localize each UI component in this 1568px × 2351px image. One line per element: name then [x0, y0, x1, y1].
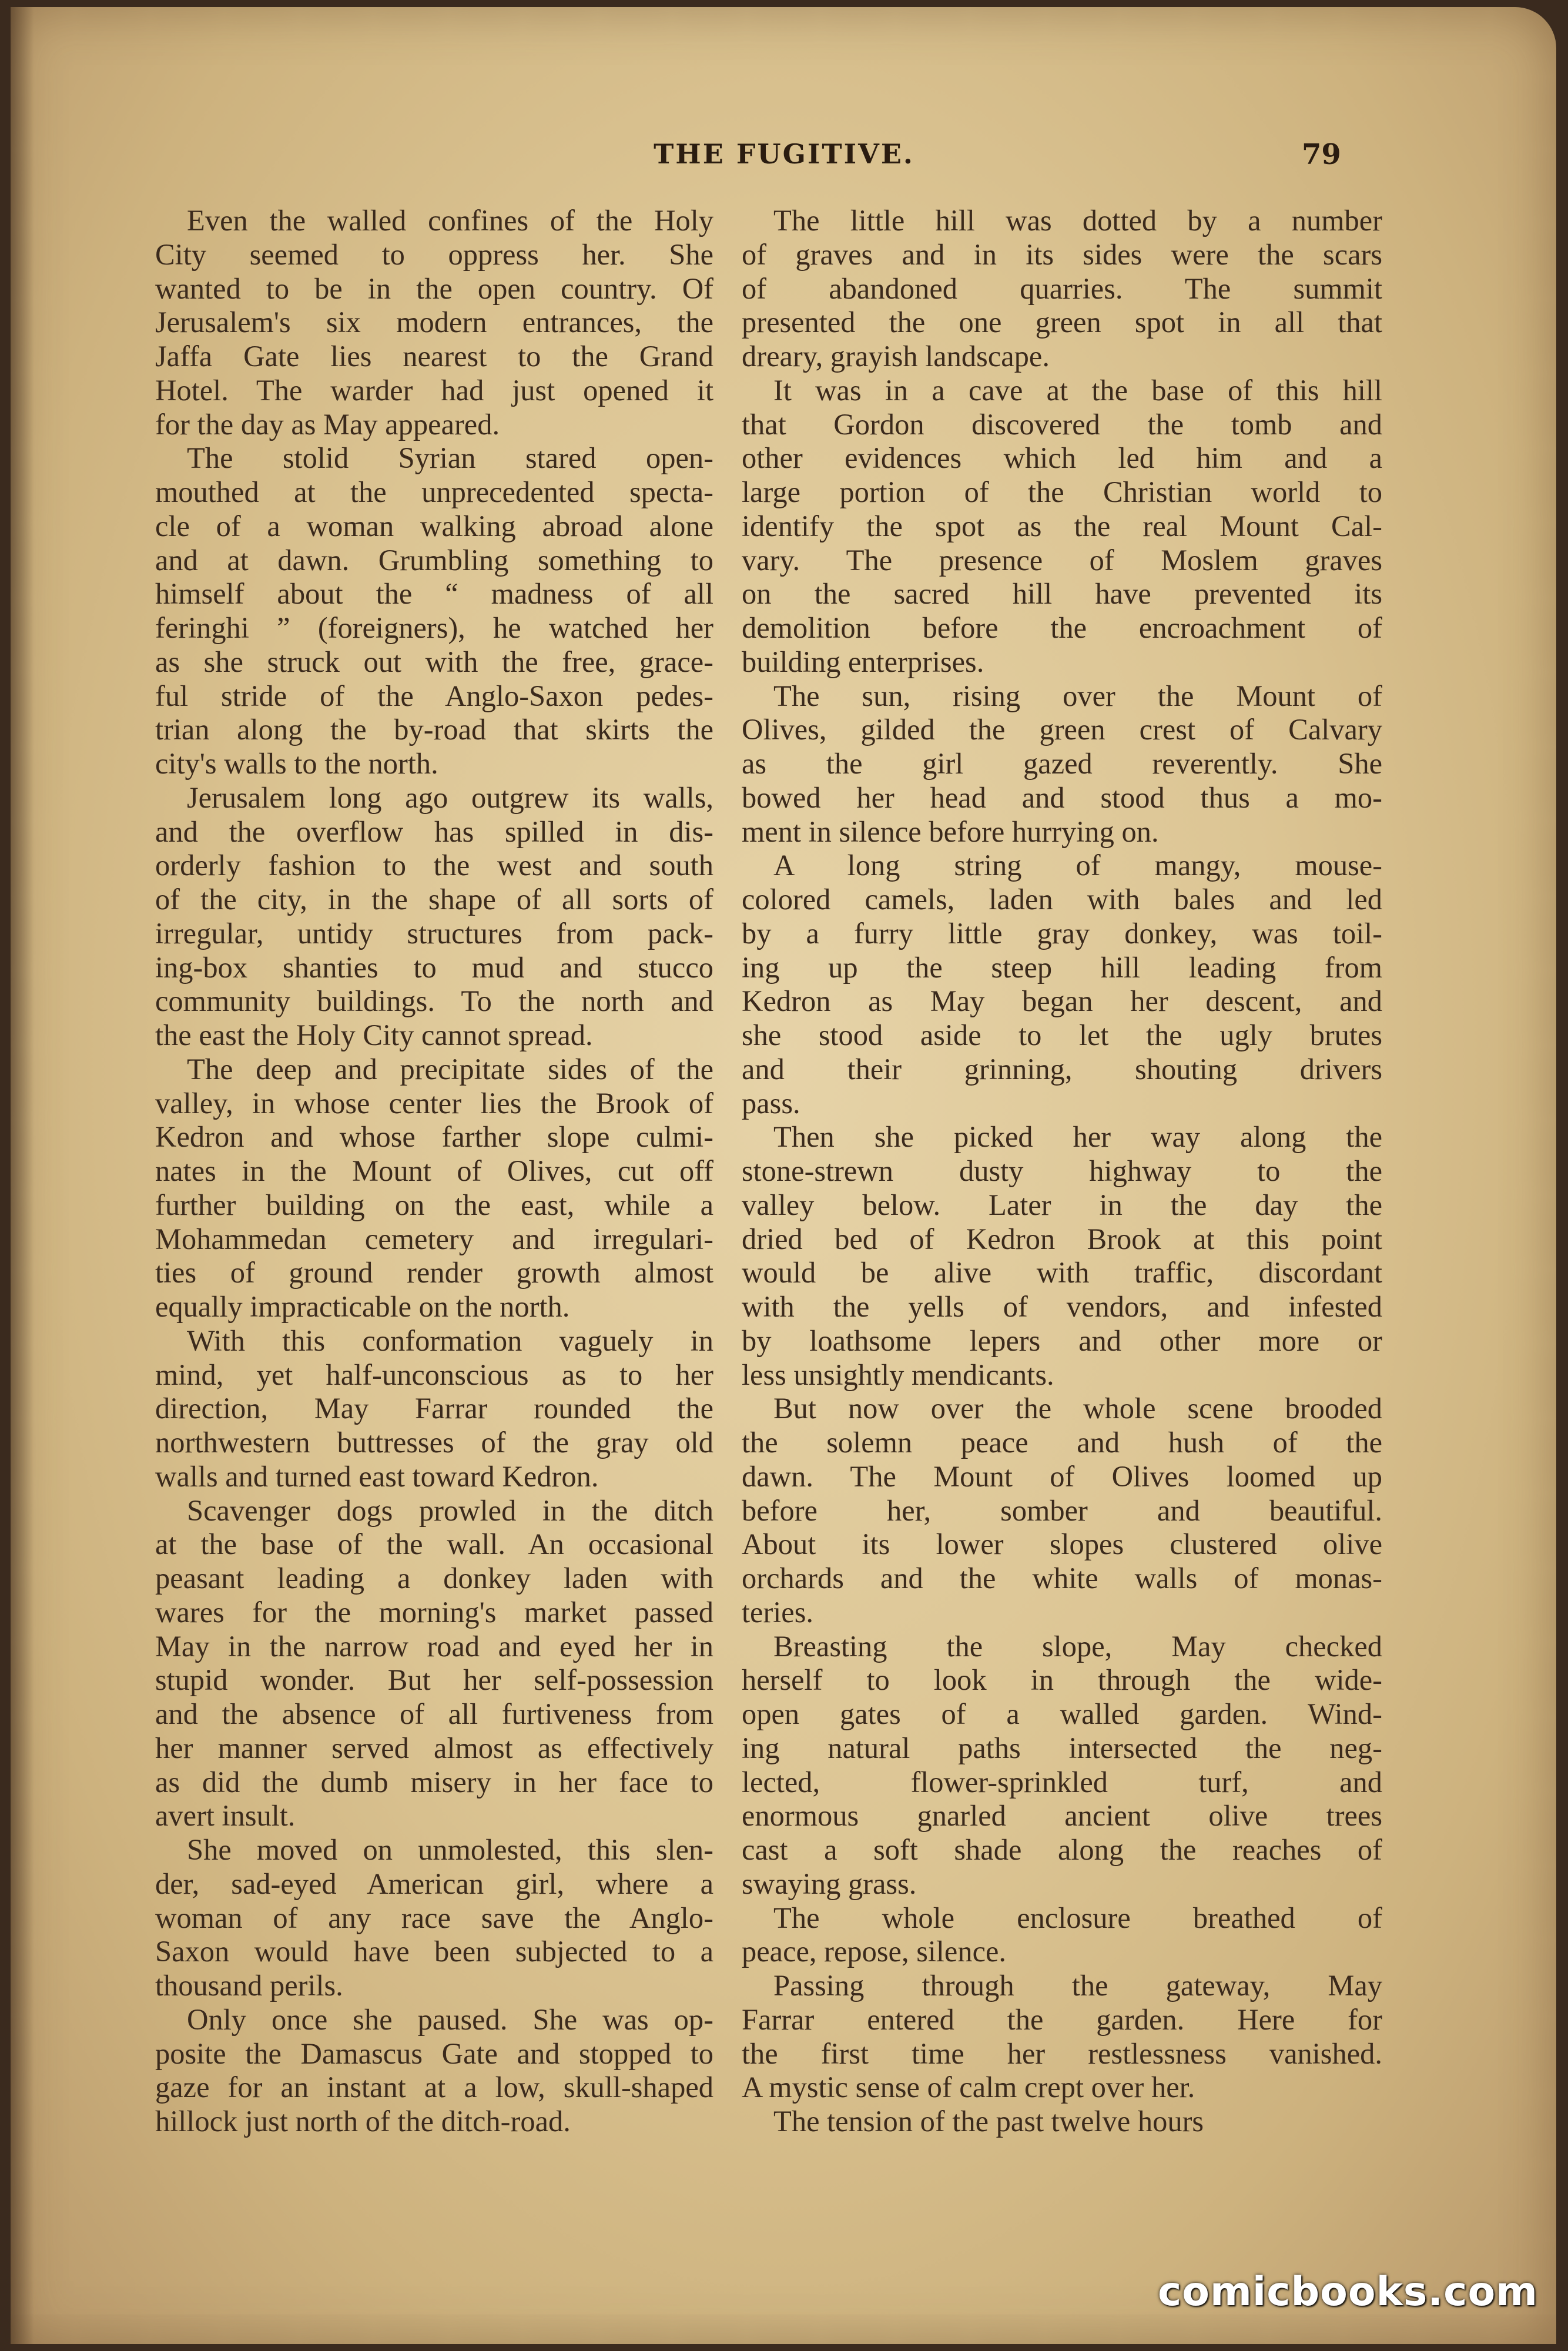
text-line: that Gordon discovered the tomb and — [742, 407, 1382, 441]
text-line: Kedron as May began her descent, and — [742, 984, 1382, 1018]
text-line: Kedron and whose farther slope culmi- — [155, 1120, 713, 1154]
paragraph — [155, 1494, 713, 1834]
text-line: less unsightly mendicants. — [742, 1358, 1054, 1391]
text-line: himself about the “ madness of all — [155, 577, 713, 611]
text-line: as she struck out with the free, grace- — [155, 645, 713, 678]
text-line: orchards and the white walls of monas- — [742, 1562, 1382, 1595]
text-line: cast a soft shade along the reaches of — [742, 1833, 1382, 1866]
text-line: peace, repose, silence. — [742, 1935, 1007, 1968]
text-line: ment in silence before hurrying on. — [742, 815, 1159, 848]
text-line: valley, in whose center lies the Brook of — [155, 1086, 713, 1120]
text-line: enormous gnarled ancient olive trees — [742, 1799, 1382, 1833]
text-line: Jaffa Gate lies nearest to the Grand — [155, 340, 713, 373]
text-line: ties of ground render growth almost — [155, 1256, 713, 1290]
text-line: City seemed to oppress her. She — [155, 237, 713, 271]
text-line: bowed her head and stood thus a mo- — [742, 781, 1382, 814]
page-spine-shadow — [11, 7, 34, 2344]
text-line: irregular, untidy structures from pack- — [155, 916, 713, 950]
paragraph — [742, 1630, 1382, 1901]
text-line: identify the spot as the real Mount Cal- — [742, 509, 1382, 542]
text-line: large portion of the Christian world to — [742, 475, 1382, 508]
text-line: of abandoned quarries. The summit — [742, 272, 1382, 305]
text-line: posite the Damascus Gate and stopped to — [155, 2037, 713, 2070]
text-line: demolition before the encroachment of — [742, 611, 1382, 644]
text-line: The stolid Syrian stared open- — [187, 441, 713, 475]
paragraph — [155, 1324, 713, 1494]
text-line: city's walls to the north. — [155, 747, 438, 780]
text-line: ing-box shanties to mud and stucco — [155, 950, 713, 984]
paragraph — [742, 679, 1382, 849]
text-line: herself to look in through the wide- — [742, 1663, 1382, 1697]
text-line: presented the one green spot in all that — [742, 306, 1382, 339]
text-line: It was in a cave at the base of this hill — [773, 373, 1382, 407]
text-line: The deep and precipitate sides of the — [187, 1052, 713, 1086]
text-line: and their grinning, shouting drivers — [742, 1052, 1382, 1086]
text-line: Olives, gilded the green crest of Calvary — [742, 713, 1382, 746]
text-line: But now over the whole scene brooded — [773, 1392, 1382, 1425]
text-line: for the day as May appeared. — [155, 407, 500, 441]
text-line: and at dawn. Grumbling something to — [155, 543, 713, 577]
paragraph — [155, 204, 713, 441]
text-line: she stood aside to let the ugly brutes — [742, 1019, 1382, 1051]
text-line: at the base of the wall. An occasional — [155, 1528, 713, 1561]
page-number: 79 — [1302, 138, 1341, 171]
text-line: colored camels, laden with bales and led — [742, 883, 1382, 916]
text-line: and the absence of all furtiveness from — [155, 1697, 713, 1730]
text-line: dawn. The Mount of Olives loomed up — [742, 1459, 1382, 1493]
paragraph — [742, 2105, 1382, 2139]
text-line: wares for the morning's market passed — [155, 1595, 713, 1629]
text-line: Even the walled confines of the Holy — [187, 204, 713, 237]
text-line: the east the Holy City cannot spread. — [155, 1019, 593, 1051]
text-line: Scavenger dogs prowled in the ditch — [187, 1493, 713, 1527]
text-line: Mohammedan cemetery and irregulari- — [155, 1222, 713, 1255]
text-line: her manner served almost as effectively — [155, 1731, 713, 1764]
text-column-right — [742, 204, 1382, 2139]
text-line: Jerusalem's six modern entrances, the — [155, 306, 713, 339]
text-line: With this conformation vaguely in — [187, 1324, 713, 1357]
text-line: stone-strewn dusty highway to the — [742, 1154, 1382, 1187]
watermark: comicbooks.com — [1158, 2269, 1539, 2315]
text-line: further building on the east, while a — [155, 1188, 713, 1221]
text-line: as the girl gazed reverently. She — [742, 747, 1382, 780]
text-line: before her, somber and beautiful. — [742, 1493, 1382, 1527]
text-line: peasant leading a donkey laden with — [155, 1562, 713, 1595]
text-line: avert insult. — [155, 1799, 296, 1833]
text-line: with the yells of vendors, and infested — [742, 1290, 1382, 1323]
text-line: pass. — [742, 1086, 800, 1120]
text-line: ing natural paths intersected the neg- — [742, 1731, 1382, 1764]
text-line: Saxon would have been subjected to a — [155, 1935, 713, 1968]
paragraph — [742, 374, 1382, 679]
text-line: Breasting the slope, May checked — [773, 1629, 1382, 1663]
paragraph — [742, 204, 1382, 374]
text-line: on the sacred hill have prevented its — [742, 577, 1382, 611]
text-line: stupid wonder. But her self-possession — [155, 1663, 713, 1697]
text-line: A mystic sense of calm crept over her. — [742, 2071, 1195, 2104]
text-line: nates in the Mount of Olives, cut off — [155, 1154, 713, 1187]
paragraph — [742, 1392, 1382, 1629]
paragraph — [155, 1053, 713, 1324]
text-line: equally impracticable on the north. — [155, 1290, 570, 1323]
running-title: THE FUGITIVE. — [654, 138, 914, 170]
text-line: hillock just north of the ditch-road. — [155, 2105, 571, 2138]
text-column-left — [155, 204, 713, 2139]
text-line: dreary, grayish landscape. — [742, 340, 1050, 373]
text-line: Jerusalem long ago outgrew its walls, — [187, 781, 713, 814]
text-line: walls and turned east toward Kedron. — [155, 1459, 599, 1493]
text-line: valley below. Later in the day the — [742, 1188, 1382, 1221]
text-line: and the overflow has spilled in dis- — [155, 815, 713, 848]
text-line: other evidences which led him and a — [742, 441, 1382, 475]
paragraph — [742, 1120, 1382, 1392]
text-line: Then she picked her way along the — [773, 1120, 1382, 1154]
paragraph — [742, 1901, 1382, 1970]
paragraph — [155, 781, 713, 1053]
paragraph — [155, 1833, 713, 2003]
paragraph — [155, 441, 713, 781]
text-line: Farrar entered the garden. Here for — [742, 2002, 1382, 2036]
text-line: About its lower slopes clustered olive — [742, 1528, 1382, 1561]
text-line: feringhi ” (foreigners), he watched her — [155, 611, 713, 644]
text-line: mouthed at the unprecedented specta- — [155, 475, 713, 508]
text-line: Hotel. The warder had just opened it — [155, 373, 713, 407]
text-line: of the city, in the shape of all sorts of — [155, 883, 713, 916]
text-line: building enterprises. — [742, 645, 984, 678]
text-line: direction, May Farrar rounded the — [155, 1392, 713, 1425]
text-line: as did the dumb misery in her face to — [155, 1765, 713, 1799]
paragraph — [155, 2003, 713, 2139]
text-line: mind, yet half-unconscious as to her — [155, 1358, 713, 1391]
text-line: by loathsome lepers and other more or — [742, 1324, 1382, 1357]
text-line: trian along the by-road that skirts the — [155, 713, 713, 746]
text-line: der, sad-eyed American girl, where a — [155, 1867, 713, 1900]
text-line: woman of any race save the Anglo- — [155, 1901, 713, 1934]
text-line: ing up the steep hill leading from — [742, 950, 1382, 984]
text-line: dried bed of Kedron Brook at this point — [742, 1222, 1382, 1255]
text-line: The little hill was dotted by a number — [773, 204, 1382, 237]
text-line: The tension of the past twelve hours — [773, 2105, 1204, 2138]
text-line: teries. — [742, 1595, 813, 1629]
text-line: Only once she paused. She was op- — [187, 2002, 713, 2036]
text-line: would be alive with traffic, discordant — [742, 1256, 1382, 1290]
text-line: The whole enclosure breathed of — [773, 1901, 1382, 1934]
paragraph — [742, 1969, 1382, 2105]
text-line: wanted to be in the open country. Of — [155, 272, 713, 305]
text-line: Passing through the gateway, May — [773, 1969, 1382, 2002]
text-line: She moved on unmolested, this slen- — [187, 1833, 713, 1866]
text-line: swaying grass. — [742, 1867, 917, 1900]
text-line: thousand perils. — [155, 1969, 343, 2002]
paragraph — [742, 849, 1382, 1120]
text-line: the first time her restlessness vanished. — [742, 2037, 1382, 2070]
text-line: orderly fashion to the west and south — [155, 849, 713, 882]
text-line: lected, flower-sprinkled turf, and — [742, 1765, 1382, 1799]
text-line: The sun, rising over the Mount of — [773, 679, 1382, 712]
text-line: gaze for an instant at a low, skull-shaped — [155, 2071, 713, 2104]
text-line: community buildings. To the north and — [155, 984, 713, 1018]
text-line: A long string of mangy, mouse- — [773, 849, 1382, 882]
text-line: of graves and in its sides were the scars — [742, 237, 1382, 271]
text-line: open gates of a walled garden. Wind- — [742, 1697, 1382, 1730]
text-line: cle of a woman walking abroad alone — [155, 509, 713, 542]
text-line: by a furry little gray donkey, was toil- — [742, 916, 1382, 950]
text-line: ful stride of the Anglo-Saxon pedes- — [155, 679, 713, 712]
text-line: the solemn peace and hush of the — [742, 1426, 1382, 1459]
text-line: northwestern buttresses of the gray old — [155, 1426, 713, 1459]
text-line: vary. The presence of Moslem graves — [742, 543, 1382, 577]
text-line: May in the narrow road and eyed her in — [155, 1629, 713, 1663]
